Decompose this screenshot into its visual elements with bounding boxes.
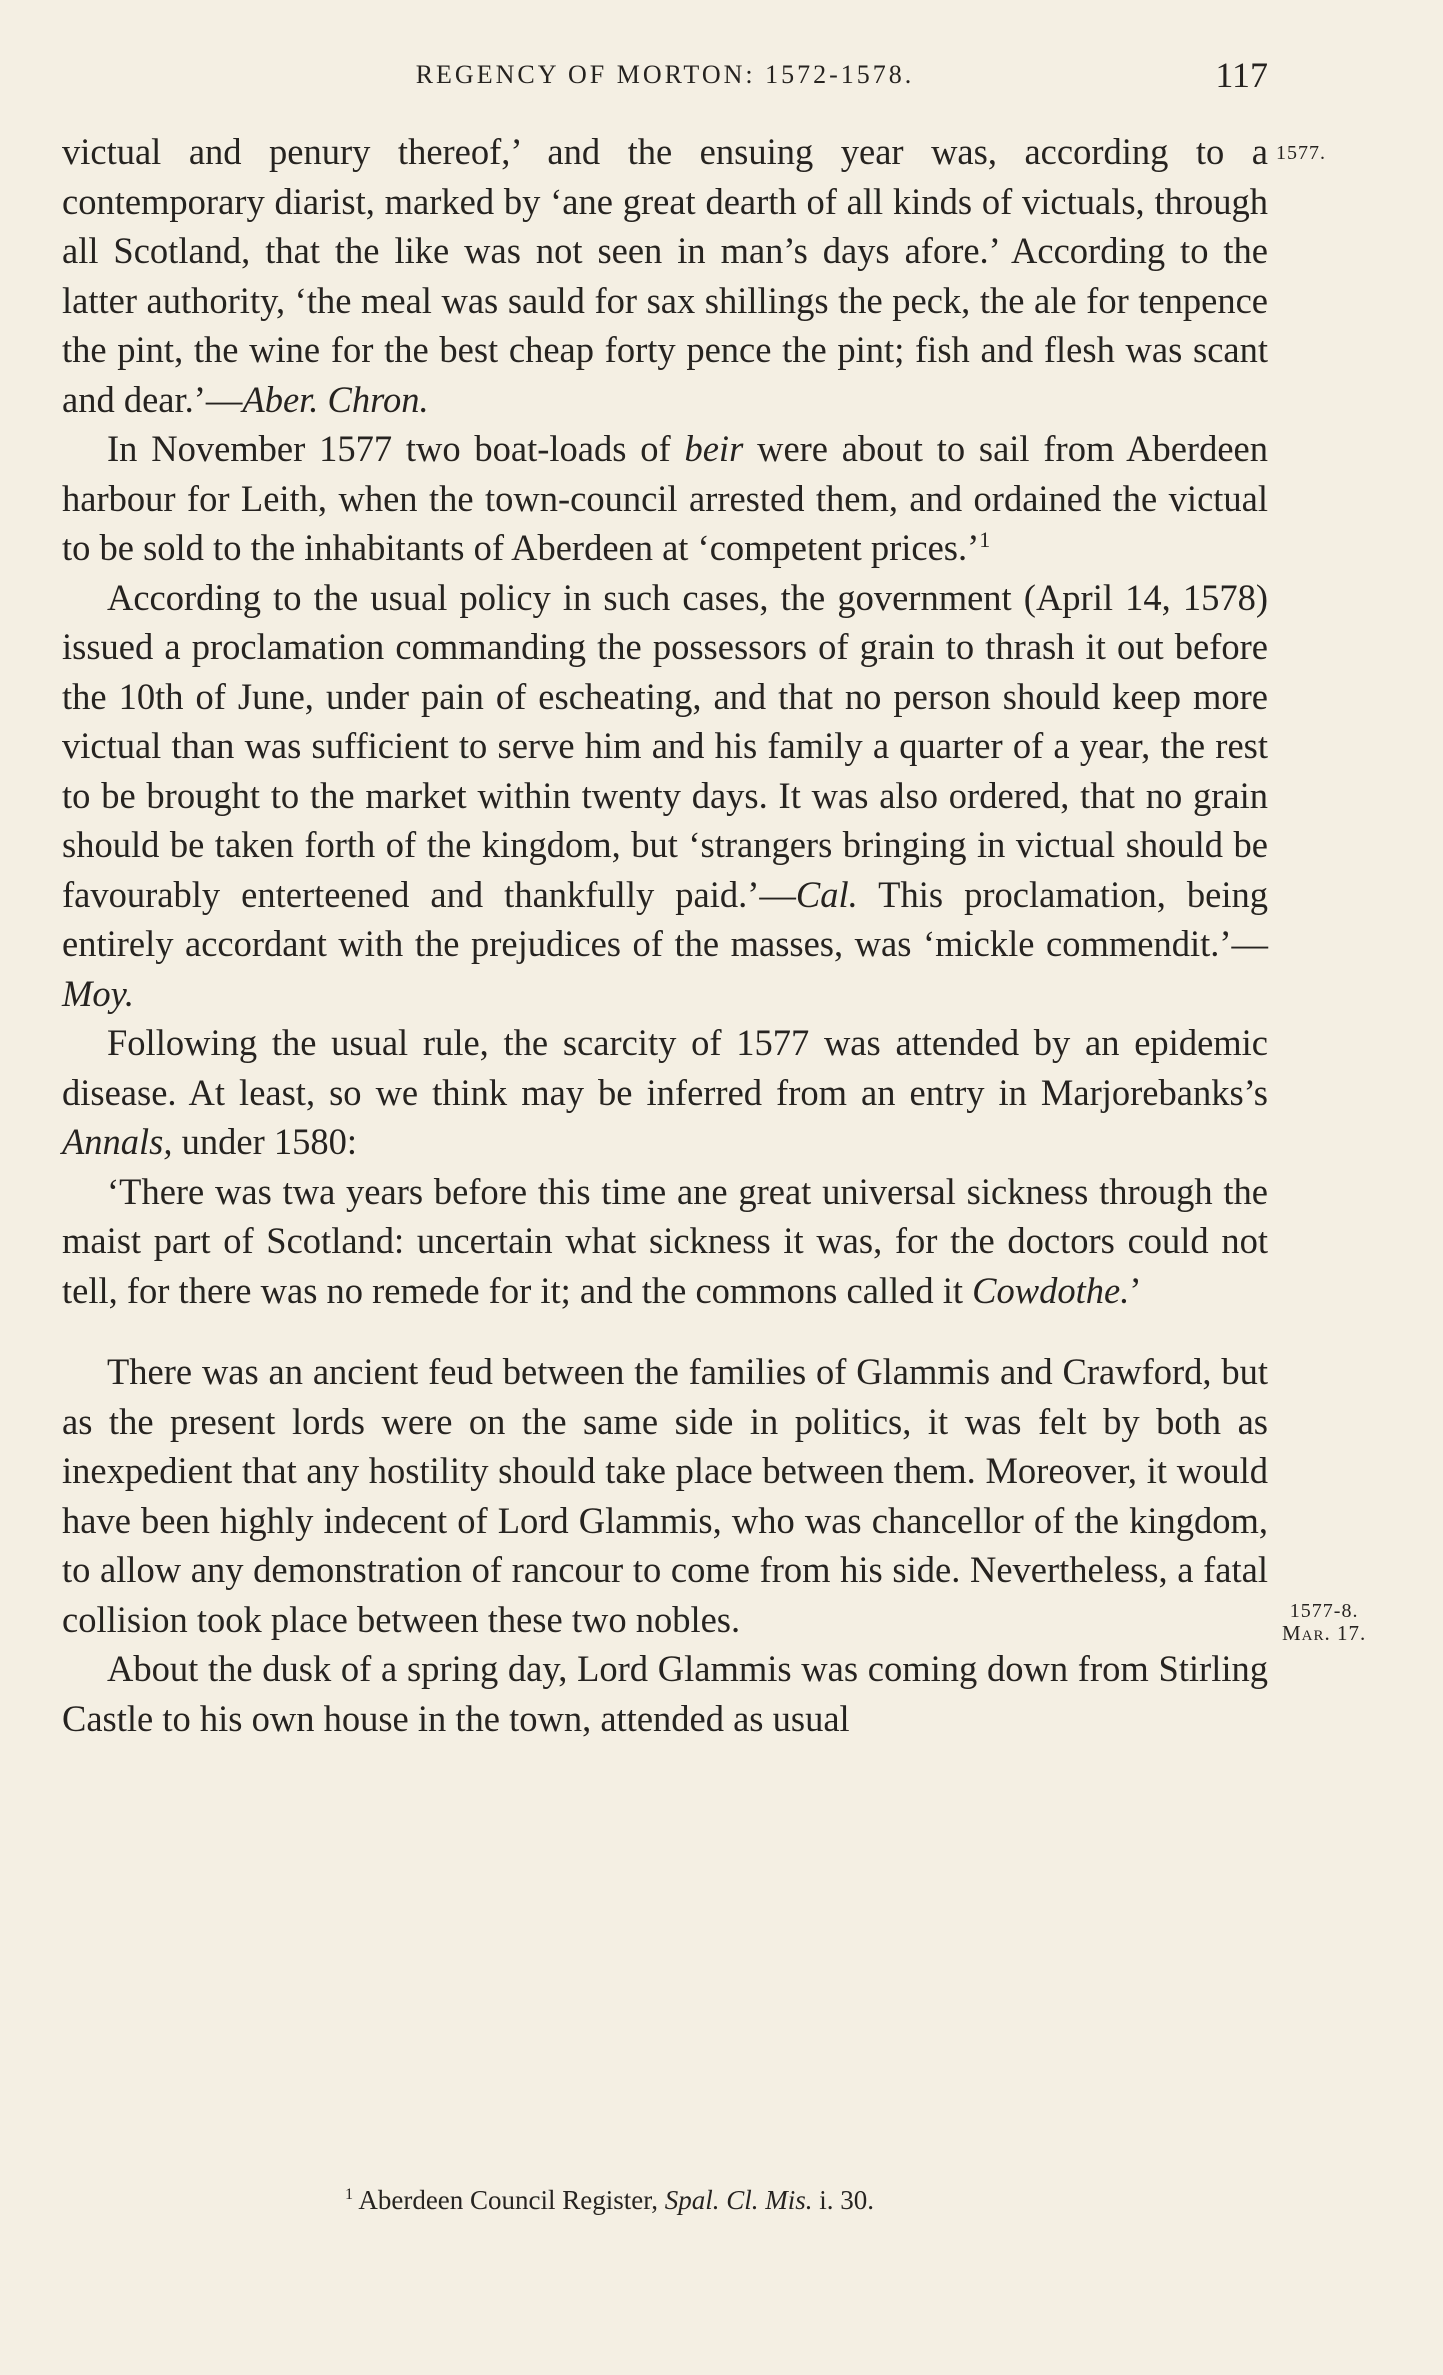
paragraph-1-text: victual and penury thereof,’ and the ensuing year was, according to a contemporary diarist, marked by ‘ane great dearth of all kinds of victuals, through all Scotland, that the like was not seen in man’s days afore.’ According to the latter authority, ‘the meal was sauld for sax shillings the peck, the ale for tenpence the pint, the wine for the best cheap forty pence the pint; fish and flesh was scant and dear.’— (62, 131, 1268, 420)
footnote-text-a: Aberdeen Council Register, (353, 2185, 665, 2215)
margin-note-1577: 1577. (1276, 142, 1326, 164)
paragraph-4 (62, 1018, 1268, 1167)
paragraph-3 (62, 573, 1268, 1019)
margin-note-date: Mar. 17. (1282, 1621, 1367, 1645)
margin-note-years: 1577-8. (1289, 1600, 1359, 1622)
word-beir: beir (684, 428, 744, 469)
quotation-text-b: ’ (1129, 1269, 1142, 1311)
running-head-title: REGENCY OF MORTON: 1572-1578. (415, 60, 915, 89)
paragraph-7: About the dusk of a spring day, Lord Glammis was coming down from Stirling Castle to his own house in the town, attended as usual (62, 1648, 1268, 1739)
footnote-text-b: i. 30. (812, 2185, 874, 2215)
paragraph-4-text-b: under 1580: (172, 1121, 358, 1162)
footnote (345, 2185, 874, 2216)
body-text (62, 127, 1268, 1743)
paragraph-6: There was an ancient feud between the families of Glammis and Crawford, but as the present lords were on the same side in politics, it was felt by both as inexpedient that any hostility should take place between them. Moreover, it would have been highly indecent of Lord Glammis, who was chancellor of the kingdom, to allow any demonstration of rancour to come from his side. Nevertheless, a fatal collision took place between these two nobles. (62, 1351, 1268, 1640)
paragraph-2 (62, 424, 1268, 573)
running-head (62, 54, 1268, 104)
citation-moy: Moy. (62, 972, 134, 1014)
citation-cal: Cal. (795, 873, 858, 915)
quotation-paragraph (62, 1167, 1268, 1316)
title-annals: Annals, (62, 1121, 173, 1162)
paragraph-4-text-a: Following the usual rule, the scarcity of 1577 was attended by an epidemic disease. At least, so we think may be inferred from an entry in Marjorebanks’s (62, 1022, 1268, 1113)
footnote-marker: 1 (345, 2185, 354, 2203)
footnote-source: Spal. Cl. Mis. (664, 2185, 813, 2215)
paragraph-2-text-a: In November 1577 two boat-loads of (107, 428, 685, 469)
margin-note-1577-8 (1282, 1600, 1366, 1644)
paragraph-3-text-a: According to the usual policy in such cases, the government (April 14, 1578) issued a proclamation commanding the possessors of grain to thrash it out before the 10th of June, under pain of escheating, and that no person should keep more victual than was sufficient to serve him and his family a quarter of a year, the rest to be brought to the market within twenty days. It was also ordered, that no grain should be taken forth of the kingdom, but ‘strangers bringing in victual should be favourably enterteened and thankfully paid.’— (62, 576, 1268, 915)
citation-aber-chron: Aber. Chron. (242, 378, 429, 420)
word-cowdothe: Cowdothe. (972, 1269, 1130, 1311)
paragraph-3-text-b: This proclamation, being entirely accordant with the prejudices of the masses, was ‘mickle commendit.’— (62, 873, 1268, 964)
footnote-reference[interactable]: 1 (979, 526, 991, 552)
paragraph-2-text-b: were about to sail from Aberdeen harbour for Leith, when the town-council arrested them, and ordained the victual to be sold to the inhabitants of Aberdeen at ‘competent prices.’ (62, 428, 1268, 568)
paragraph-1 (62, 127, 1268, 424)
page-number: 117 (1215, 55, 1268, 95)
quotation-text-a: ‘There was twa years before this time ane great universal sickness through the maist part of Scotland: uncertain what sickness it was, for the doctors could not tell, for there was no remede for it; and the commons called it (62, 1170, 1268, 1311)
